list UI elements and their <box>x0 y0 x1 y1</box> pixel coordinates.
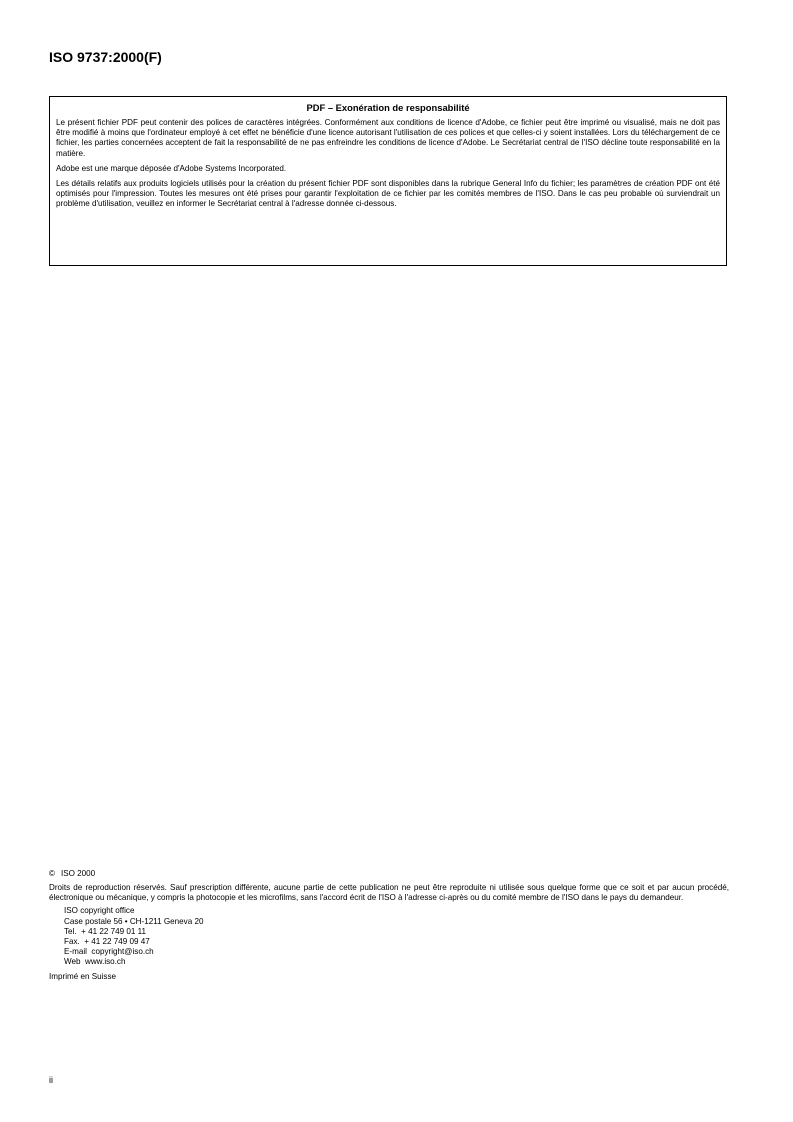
disclaimer-paragraph-trademark: Adobe est une marque déposée d'Adobe Systems Incorporated. <box>56 163 287 173</box>
copyright-block <box>49 869 729 981</box>
pdf-disclaimer-box <box>49 96 727 266</box>
page-number: ii <box>49 1075 53 1085</box>
address-web: Web www.iso.ch <box>64 957 126 967</box>
disclaimer-title: PDF – Exonération de responsabilité <box>306 102 470 113</box>
disclaimer-paragraph-fonts: Le présent fichier PDF peut contenir des polices de caractères intégrées. Conformément aux conditions de licence d'Adobe, ce fichier peut être imprimé ou visualisé, mais ne doit pas être modifié à moins que l'ordinateur employé à cet effet ne bénéficie d'une licence autorisant l'utilisation de ces polices et que celles-ci y soient installées. Lors du téléchargement de ce fichier, les parties concernées acceptent de fait la responsabilité de ne pas enfreindre les conditions de licence d'Adobe. Le Secrétariat central de l'ISO décline toute responsabilité en la matière. <box>56 118 720 158</box>
address-fax: Fax. + 41 22 749 09 47 <box>64 937 150 947</box>
iso-copyright-office-address <box>49 906 729 967</box>
address-email: E-mail copyright@iso.ch <box>64 947 154 957</box>
copyright-holder-year: ISO 2000 <box>60 869 96 878</box>
document-id-header: ISO 9737:2000(F) <box>49 49 162 65</box>
rights-reserved-paragraph: Droits de reproduction réservés. Sauf prescription différente, aucune partie de cette publication ne peut être reproduite ni utilisée sous quelque forme que ce soit et par aucun procédé, électronique ou mécanique, y compris la photocopie et les microfilms, sans l'accord écrit de l'ISO à l'adresse ci-après ou du comité membre de l'ISO dans le pays du demandeur. <box>49 883 729 903</box>
address-postal: Case postale 56 • CH-1211 Geneva 20 <box>64 916 204 926</box>
address-office-name: ISO copyright office <box>64 906 135 916</box>
disclaimer-paragraph-software: Les détails relatifs aux produits logiciels utilisés pour la création du présent fichier PDF sont disponibles dans la rubrique General Info du fichier; les paramètres de création PDF ont été optimisés pour l'impression. Toutes les mesures ont été prises pour garantir l'exploitation de ce fichier par les comités membres de l'ISO. Dans le cas peu probable où surviendrait un problème d'utilisation, veuillez en informer le Secrétariat central à l'adresse donnée ci-dessous. <box>56 179 720 209</box>
address-telephone: Tel. + 41 22 749 01 11 <box>64 926 146 936</box>
copyright-icon: © <box>49 869 55 878</box>
copyright-line <box>49 869 729 878</box>
printed-in-label: Imprimé en Suisse <box>49 971 117 981</box>
